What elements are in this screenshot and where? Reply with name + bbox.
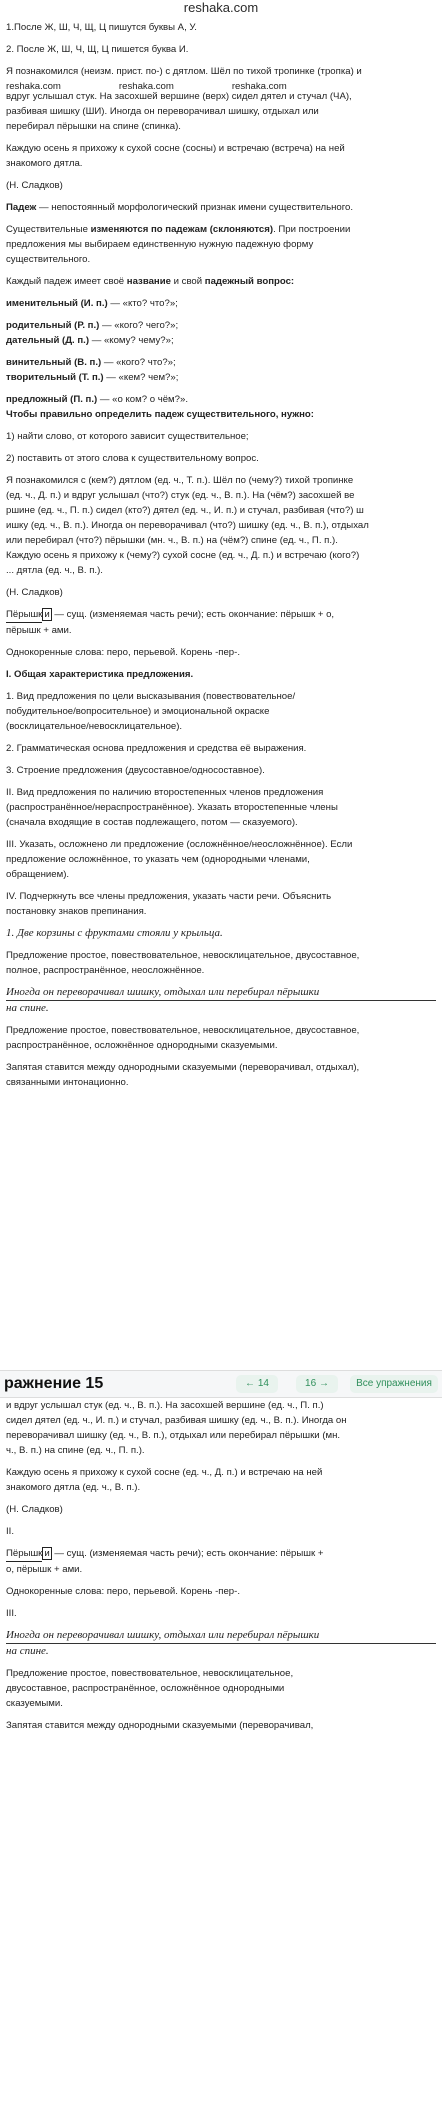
text-line: (сначала входящие в состав подлежащего, потом — сказуемого). <box>6 817 298 828</box>
plan-item <box>6 689 436 734</box>
punctuation-note <box>6 1060 436 1090</box>
text-line: на спине. <box>6 1645 49 1657</box>
case-item <box>6 355 436 385</box>
text-line: знакомого дятла (ед. ч., В. п.). <box>6 1482 141 1493</box>
text-line: ршине (ед. ч., П. п.) сидел (кто?) дятел (ед. ч., И. п.) и стучал, разбивая (что?) ш <box>6 505 364 516</box>
case-list <box>6 296 436 422</box>
text-line: 1. Вид предложения по цели высказывания (повествовательное/ <box>6 691 296 702</box>
declension-paragraph <box>6 222 436 267</box>
text-line: о, пёрышк + ами. <box>6 1564 83 1575</box>
analyzed-story <box>6 473 436 578</box>
sentence-description <box>6 1023 436 1053</box>
text-line: разбивая шишку (ШИ). Иногда он переворачивал шишку, отдыхал или <box>6 106 319 117</box>
top-bar <box>0 0 442 18</box>
case-item <box>6 296 436 311</box>
story-paragraph-2 <box>6 1465 436 1495</box>
section-number: II. <box>6 1526 14 1537</box>
text-line: (распространённое/нераспространённое). Указать второстепенные члены <box>6 802 338 813</box>
exercise-nav-bar <box>0 1370 442 1398</box>
text-line: переворачивал шишку (ед. ч., В. п.), отдыхал или перебирал пёрышки (мн. <box>6 1430 341 1441</box>
text-line: распространённое, осложнённое однородными сказуемыми. <box>6 1040 278 1051</box>
parsed-sentence <box>6 1628 436 1659</box>
text-line: IV. Подчеркнуть все члены предложения, указать части речи. Объяснить <box>6 891 332 902</box>
word-ending: и <box>44 1548 50 1559</box>
definition: — непостоянный морфологический признак имени существительного. <box>36 202 354 213</box>
text-line: Каждую осень я прихожу к (чему?) сухой сосне (ед. ч., Д. п.) и встречаю (кого?) <box>6 550 360 561</box>
text: Существительные <box>6 224 91 235</box>
text-line: Каждую осень я прихожу к сухой сосне (сосны) и встречаю (встреча) на ней <box>6 143 345 154</box>
story-paragraph <box>6 1398 436 1458</box>
text-line: предложение осложнённое, то указать чем (однородными членами, <box>6 854 310 865</box>
case-intro <box>6 274 436 289</box>
step-1: 1) найти слово, от которого зависит существительное; <box>6 431 249 442</box>
text-line: постановку знаков препинания. <box>6 906 147 917</box>
emphasis: изменяются по падежам (склоняются) <box>90 224 274 235</box>
rule-2: 2. После Ж, Ш, Ч, Щ, Ц пишется буква И. <box>6 44 189 55</box>
text-line: Я познакомился с (кем?) дятлом (ед. ч., Т. п.). Шёл по (чему?) тихой тропинке <box>6 475 354 486</box>
watermark: reshaka.com <box>231 81 287 92</box>
emphasis: падежный вопрос: <box>204 276 295 287</box>
text-line: Предложение простое, повествовательное, невосклицательное, двусоставное, <box>6 950 360 961</box>
text-line: Иногда он переворачивал шишку, отдыхал или перебирал пёрышки <box>6 1628 436 1644</box>
text-line: пёрышк + ами. <box>6 625 72 636</box>
text: и свой <box>170 276 205 287</box>
watermark: reshaka.com <box>118 81 174 92</box>
solution-text <box>6 20 436 1097</box>
word-stem: Пёрышк <box>6 1546 42 1562</box>
text-line: сидел дятел (ед. ч., И. п.) и стучал, разбивая шишку (ед. ч., В. п.). Иногда он <box>6 1415 347 1426</box>
text: — сущ. (изменяемая часть речи); есть окончание: пёрышк + о, <box>51 609 335 620</box>
case-question: — «о ком? о чём?». <box>97 394 188 405</box>
case-question: — «кому? чему?»; <box>89 335 174 346</box>
text: Каждый падеж имеет своё <box>6 276 127 287</box>
text-line: полное, распространённое, неосложнённое. <box>6 965 205 976</box>
case-question: — «кто? что?»; <box>107 298 178 309</box>
related-words: Однокоренные слова: перо, перьевой. Корень -пер-. <box>6 1586 241 1597</box>
author: (Н. Сладков) <box>6 587 63 598</box>
case-item <box>6 392 436 422</box>
word-analysis <box>6 607 436 638</box>
text: — сущ. (изменяемая часть речи); есть окончание: пёрышк + <box>51 1548 324 1559</box>
story-paragraph <box>6 64 436 134</box>
text-line: Запятая ставится между однородными сказуемыми (переворачивал, отдыхал), <box>6 1062 360 1073</box>
text-line: Каждую осень я прихожу к сухой сосне (ед. ч., Д. п.) и встречаю на ней <box>6 1467 323 1478</box>
plan-item: 2. Грамматическая основа предложения и средства её выражения. <box>6 743 307 754</box>
text-line: предложения мы выбираем единственную нужную падежную форму <box>6 239 314 250</box>
text-line: вдруг услышал стук. На засохшей вершине (верх) сидел дятел и стучал (ЧА), <box>6 91 352 102</box>
case-name: предложный (П. п.) <box>6 394 98 405</box>
plan-item <box>6 785 436 830</box>
prev-exercise-button[interactable]: ← 14 <box>236 1375 278 1393</box>
text-line: связанными интонационно. <box>6 1077 129 1088</box>
text-line: II. Вид предложения по наличию второстепенных членов предложения <box>6 787 324 798</box>
plan-item: 3. Строение предложения (двусоставное/односоставное). <box>6 765 265 776</box>
case-name: родительный (Р. п.) <box>6 320 100 331</box>
author: (Н. Сладков) <box>6 180 63 191</box>
instruction-heading: Чтобы правильно определить падеж существительного, нужно: <box>6 409 314 420</box>
case-question: — «кого? чего?»; <box>99 320 179 331</box>
word-analysis <box>6 1546 436 1577</box>
text-line: двусоставное, распространённое, осложнённое однородными <box>6 1683 285 1694</box>
text-line: Предложение простое, повествовательное, невосклицательное, двусоставное, <box>6 1025 360 1036</box>
text-line: сказуемыми. <box>6 1698 63 1709</box>
rule-1: 1.После Ж, Ш, Ч, Щ, Ц пишутся буквы А, У. <box>6 22 197 33</box>
text-line: (ед. ч., Д. п.) и вдруг услышал (что?) стук (ед. ч., В. п.). На (чём?) засохшей ве <box>6 490 355 501</box>
text-line: существительного. <box>6 254 91 265</box>
solution-text-continued <box>6 1398 436 1740</box>
text-line: или перебирал (что?) пёрышки (мн. ч., В. п.) на (чём?) спине (ед. ч., П. п.). <box>6 535 338 546</box>
term: Падеж <box>6 202 37 213</box>
case-question: — «кого? что?»; <box>101 357 176 368</box>
text-line: на спине. <box>6 1002 49 1014</box>
related-words: Однокоренные слова: перо, перьевой. Корень -пер-. <box>6 647 241 658</box>
case-name: творительный (Т. п.) <box>6 372 104 383</box>
text-line: ишку (ед. ч., В. п.). Иногда он переворачивал (что?) шишку (ед. ч., В. п.), отдыхал <box>6 520 369 531</box>
sentence-description <box>6 1666 436 1711</box>
story-paragraph-2 <box>6 141 436 171</box>
text-line: и вдруг услышал стук (ед. ч., В. п.). На засохшей вершине (ед. ч., П. п.) <box>6 1400 324 1411</box>
exercise-title: ражнение 15 <box>4 1375 104 1392</box>
plan-item <box>6 889 436 919</box>
parsed-sentence-1: 1. Две корзины с фруктами стояли у крыльца. <box>6 927 223 939</box>
text-line: Иногда он переворачивал шишку, отдыхал или перебирал пёрышки <box>6 985 436 1001</box>
watermark-row <box>6 79 436 92</box>
text-line: побудительное/вопросительное) и эмоциональной окраске <box>6 706 270 717</box>
step-2: 2) поставить от этого слова к существительному вопрос. <box>6 453 259 464</box>
text-line: ... дятла (ед. ч., В. п.). <box>6 565 103 576</box>
emphasis: название <box>126 276 171 287</box>
text-line: III. Указать, осложнено ли предложение (осложнённое/неосложнённое). Если <box>6 839 353 850</box>
text-line: обращением). <box>6 869 70 880</box>
next-exercise-button[interactable]: 16 → <box>296 1375 338 1393</box>
parsed-sentence-2 <box>6 985 436 1016</box>
text: . При построении <box>273 224 351 235</box>
section-heading: I. Общая характеристика предложения. <box>6 669 194 680</box>
text-line: Я познакомился (неизм. прист. по-) с дятлом. Шёл по тихой тропинке (тропка) и <box>6 66 362 77</box>
text-line: ч., В. п.) на спине (ед. ч., П. п.). <box>6 1445 145 1456</box>
all-exercises-button[interactable]: Все упражнения <box>350 1375 438 1393</box>
case-name: винительный (В. п.) <box>6 357 102 368</box>
case-question: — «кем? чем?»; <box>103 372 179 383</box>
author: (Н. Сладков) <box>6 1504 63 1515</box>
sentence-description <box>6 948 436 978</box>
case-definition <box>6 200 436 215</box>
case-name: дательный (Д. п.) <box>6 335 90 346</box>
case-name: именительный (И. п.) <box>6 298 108 309</box>
watermark: reshaka.com <box>6 81 61 92</box>
word-stem: Пёрышк <box>6 607 42 623</box>
punctuation-note: Запятая ставится между однородными сказуемыми (переворачивал, <box>6 1720 314 1731</box>
text-line: перебирал пёрышки на спине (спинка). <box>6 121 181 132</box>
text-line: Предложение простое, повествовательное, невосклицательное, <box>6 1668 294 1679</box>
plan-item <box>6 837 436 882</box>
site-brand[interactable]: reshaka.com <box>183 0 259 15</box>
text-line: знакомого дятла. <box>6 158 83 169</box>
text-line: (восклицательное/невосклицательное). <box>6 721 183 732</box>
case-item <box>6 318 436 348</box>
word-ending: и <box>44 609 50 620</box>
section-number: III. <box>6 1608 17 1619</box>
